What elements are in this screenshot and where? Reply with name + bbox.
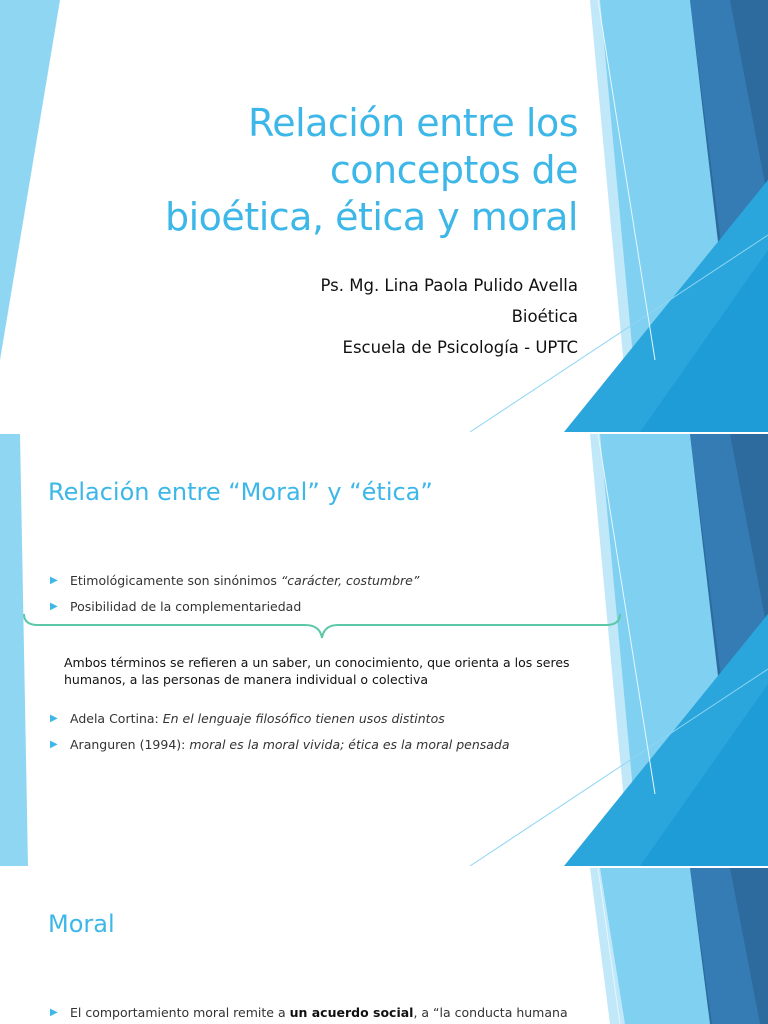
slide-decoration [0, 868, 768, 1024]
title-line: bioética, ética y moral [165, 195, 578, 239]
school-name: Escuela de Psicología - UPTC [342, 338, 578, 357]
bullet-text: Etimológicamente son sinónimos [70, 573, 281, 588]
bullet-list [48, 1004, 568, 1024]
content-slide-moral [0, 868, 768, 1024]
bullet-arrow-icon: ▶ [50, 575, 58, 586]
list-item [48, 736, 510, 762]
bullet-text-cont: , a “la conducta humana [413, 1005, 568, 1020]
bullet-arrow-icon: ▶ [50, 739, 58, 750]
bullet-emphasis: En el lenguaje filosófico tienen usos distintos [162, 711, 445, 726]
bullet-arrow-icon: ▶ [50, 713, 58, 724]
list-item [48, 710, 510, 736]
bullet-list [48, 710, 510, 762]
title-slide [0, 0, 768, 432]
bullet-text: Posibilidad de la complementariedad [70, 599, 302, 614]
bullet-emphasis: moral es la moral vivida; ética es la moral pensada [189, 737, 510, 752]
slide-title [58, 100, 578, 241]
bullet-text: El comportamiento moral remite a [70, 1005, 290, 1020]
list-item [48, 572, 419, 598]
slide-subtitle [178, 270, 578, 363]
bullet-text: Aranguren (1994): [70, 737, 190, 752]
brace-icon [20, 612, 624, 642]
content-slide-moral-etica [0, 434, 768, 866]
slide-heading: Moral [48, 910, 115, 938]
author-name: Ps. Mg. Lina Paola Pulido Avella [320, 276, 578, 295]
list-item [48, 1004, 568, 1024]
brace-summary: Ambos términos se refieren a un saber, un conocimiento, que orienta a los seres humanos, a las personas de manera individual o colectiva [64, 655, 570, 687]
title-line: conceptos de [329, 148, 578, 192]
bullet-emphasis: “carácter, costumbre” [280, 573, 420, 588]
bullet-arrow-icon: ▶ [50, 601, 58, 612]
bullet-arrow-icon: ▶ [50, 1007, 58, 1018]
course-name: Bioética [511, 307, 578, 326]
bullet-text: Adela Cortina: [70, 711, 163, 726]
title-line: Relación entre los [248, 101, 578, 145]
slide-heading: Relación entre “Moral” y “ética” [48, 478, 433, 506]
bullet-bold: un acuerdo social [289, 1005, 414, 1020]
